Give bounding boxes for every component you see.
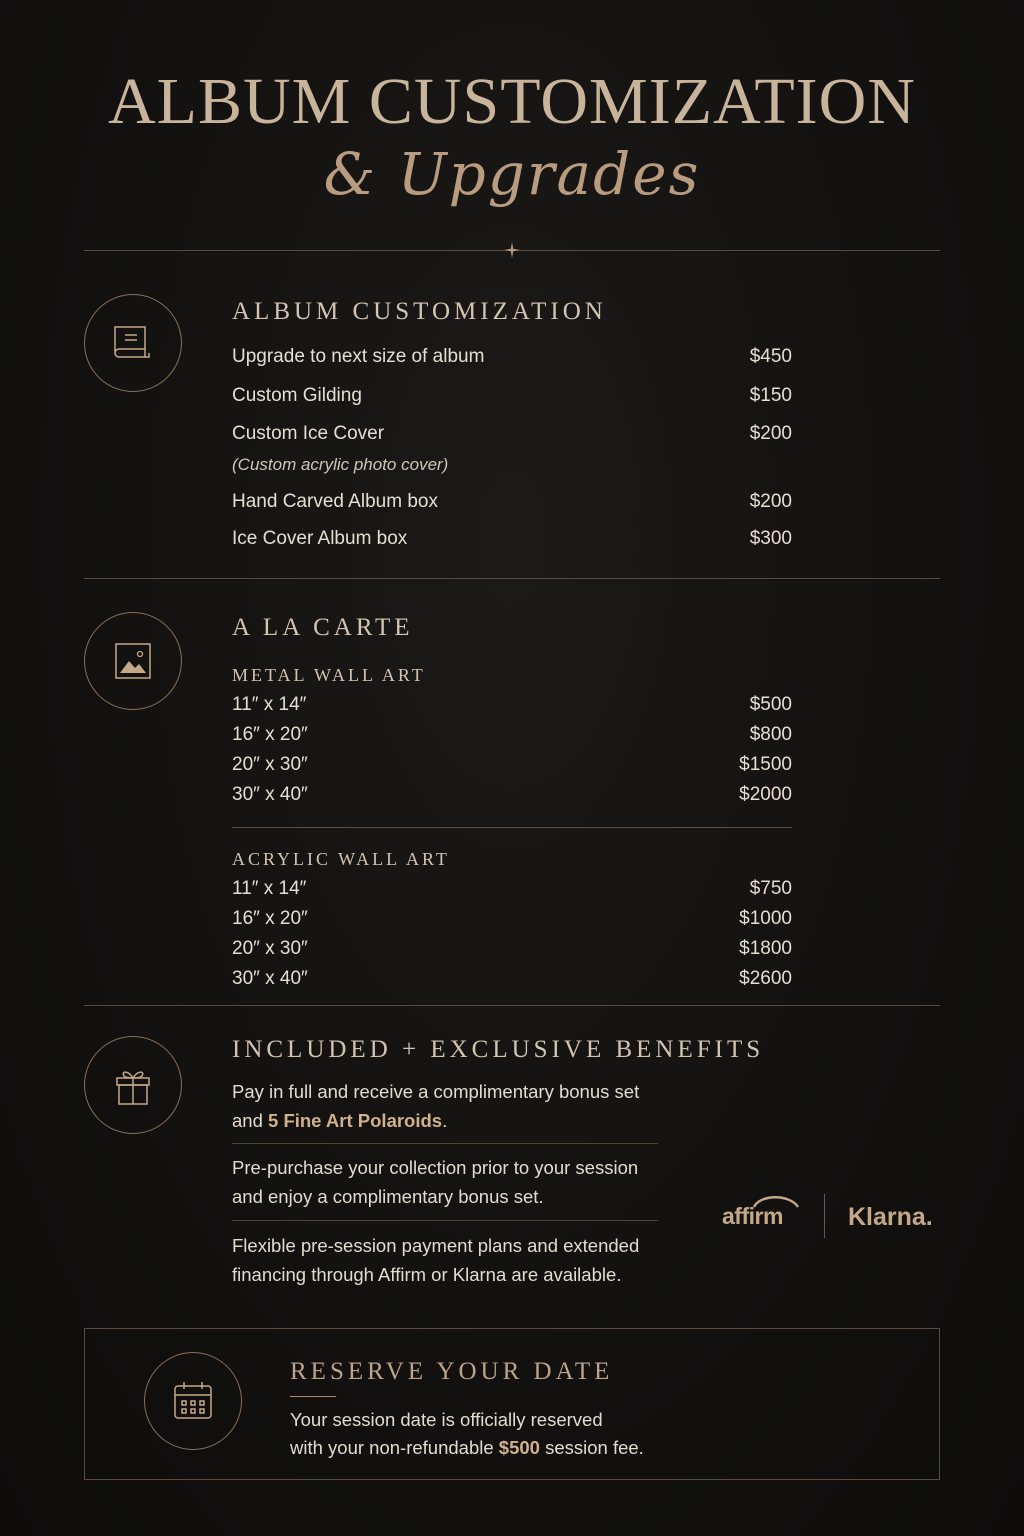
item-price: $2600: [739, 968, 792, 989]
item-price: $200: [749, 423, 792, 444]
benefit-line: Pay in full and receive a complimentary bonus set: [232, 1081, 640, 1102]
affirm-logo: affirm: [722, 1203, 783, 1229]
calendar-icon: [168, 1376, 218, 1426]
benefit-pay-in-full: [232, 1077, 692, 1135]
price-row: [232, 346, 792, 368]
price-row: [232, 784, 792, 806]
section-title-customization: ALBUM CUSTOMIZATION: [232, 298, 607, 325]
book-icon: [109, 319, 157, 367]
item-size: 16″ x 20″: [232, 724, 308, 745]
section-divider: [84, 1005, 940, 1006]
item-price: $1000: [739, 908, 792, 929]
item-price: $2000: [739, 784, 792, 805]
item-note: (Custom acrylic photo cover): [232, 455, 449, 474]
price-row: [232, 754, 792, 776]
section-title-alacarte: A LA CARTE: [232, 614, 414, 641]
item-price: $150: [749, 385, 792, 406]
section-divider: [84, 578, 940, 579]
benefit-line: financing through Affirm or Klarna are available.: [232, 1264, 622, 1285]
sparkle-icon: [504, 242, 520, 258]
price-row: [232, 968, 792, 990]
price-row: [232, 491, 792, 513]
book-icon-circle: [84, 294, 182, 392]
price-row: [232, 938, 792, 960]
item-price: $300: [749, 528, 792, 549]
item-price: $800: [749, 724, 792, 745]
price-row: [232, 385, 792, 407]
subsection-title-acrylic: ACRYLIC WALL ART: [232, 849, 450, 869]
item-label: Hand Carved Album box: [232, 491, 438, 512]
price-row: [232, 528, 792, 550]
benefit-line: Flexible pre-session payment plans and extended: [232, 1235, 640, 1256]
item-price: $200: [749, 491, 792, 512]
item-size: 11″ x 14″: [232, 694, 307, 715]
reserve-amount: $500: [498, 1437, 540, 1458]
picture-icon-circle: [84, 612, 182, 710]
brand-divider: [824, 1194, 825, 1238]
benefit-financing: [232, 1231, 692, 1289]
reserve-title: RESERVE YOUR DATE: [290, 1358, 614, 1385]
page-title: ALBUM CUSTOMIZATION: [108, 65, 916, 138]
benefit-divider: [232, 1143, 658, 1144]
subsection-title-metal: METAL WALL ART: [232, 665, 426, 685]
calendar-icon-circle: [144, 1352, 242, 1450]
reserve-line-pre: with your non-refundable: [290, 1437, 494, 1458]
klarna-logo: Klarna.: [848, 1203, 933, 1231]
benefit-pre-purchase: [232, 1153, 692, 1211]
item-size: 20″ x 30″: [232, 938, 308, 959]
section-title-benefits: INCLUDED + EXCLUSIVE BENEFITS: [232, 1036, 765, 1063]
item-price: $450: [749, 346, 792, 367]
item-price: $1500: [739, 754, 792, 775]
price-row: [232, 724, 792, 746]
price-row: [232, 908, 792, 930]
item-label: Ice Cover Album box: [232, 528, 408, 549]
item-size: 30″ x 40″: [232, 784, 308, 805]
item-size: 30″ x 40″: [232, 968, 308, 989]
item-size: 16″ x 20″: [232, 908, 308, 929]
benefit-line: Pre-purchase your collection prior to your session: [232, 1157, 639, 1178]
reserve-text: [290, 1406, 810, 1462]
reserve-line-post: session fee.: [545, 1437, 644, 1458]
item-price: $500: [749, 694, 792, 715]
item-label: Upgrade to next size of album: [232, 346, 485, 367]
reserve-line: Your session date is officially reserved: [290, 1409, 603, 1430]
item-size: 20″ x 30″: [232, 754, 308, 775]
price-row: [232, 423, 792, 475]
item-price: $750: [749, 878, 792, 899]
item-size: 11″ x 14″: [232, 878, 307, 899]
benefit-highlight: 5 Fine Art Polaroids: [268, 1110, 443, 1131]
price-row: [232, 694, 792, 716]
picture-icon: [109, 637, 157, 685]
gift-icon: [108, 1060, 158, 1110]
price-row: [232, 878, 792, 900]
item-label: Custom Gilding: [232, 385, 362, 406]
gift-icon-circle: [84, 1036, 182, 1134]
item-label: Custom Ice Cover: [232, 423, 385, 444]
benefit-line: and enjoy a complimentary bonus set.: [232, 1186, 544, 1207]
benefit-text-end: .: [442, 1110, 448, 1131]
subsection-divider: [232, 827, 792, 828]
reserve-title-underline: [290, 1396, 336, 1397]
benefit-divider: [232, 1220, 658, 1221]
item-price: $1800: [739, 938, 792, 959]
page-subtitle: & Upgrades: [323, 140, 701, 208]
benefit-text: and: [232, 1110, 263, 1131]
